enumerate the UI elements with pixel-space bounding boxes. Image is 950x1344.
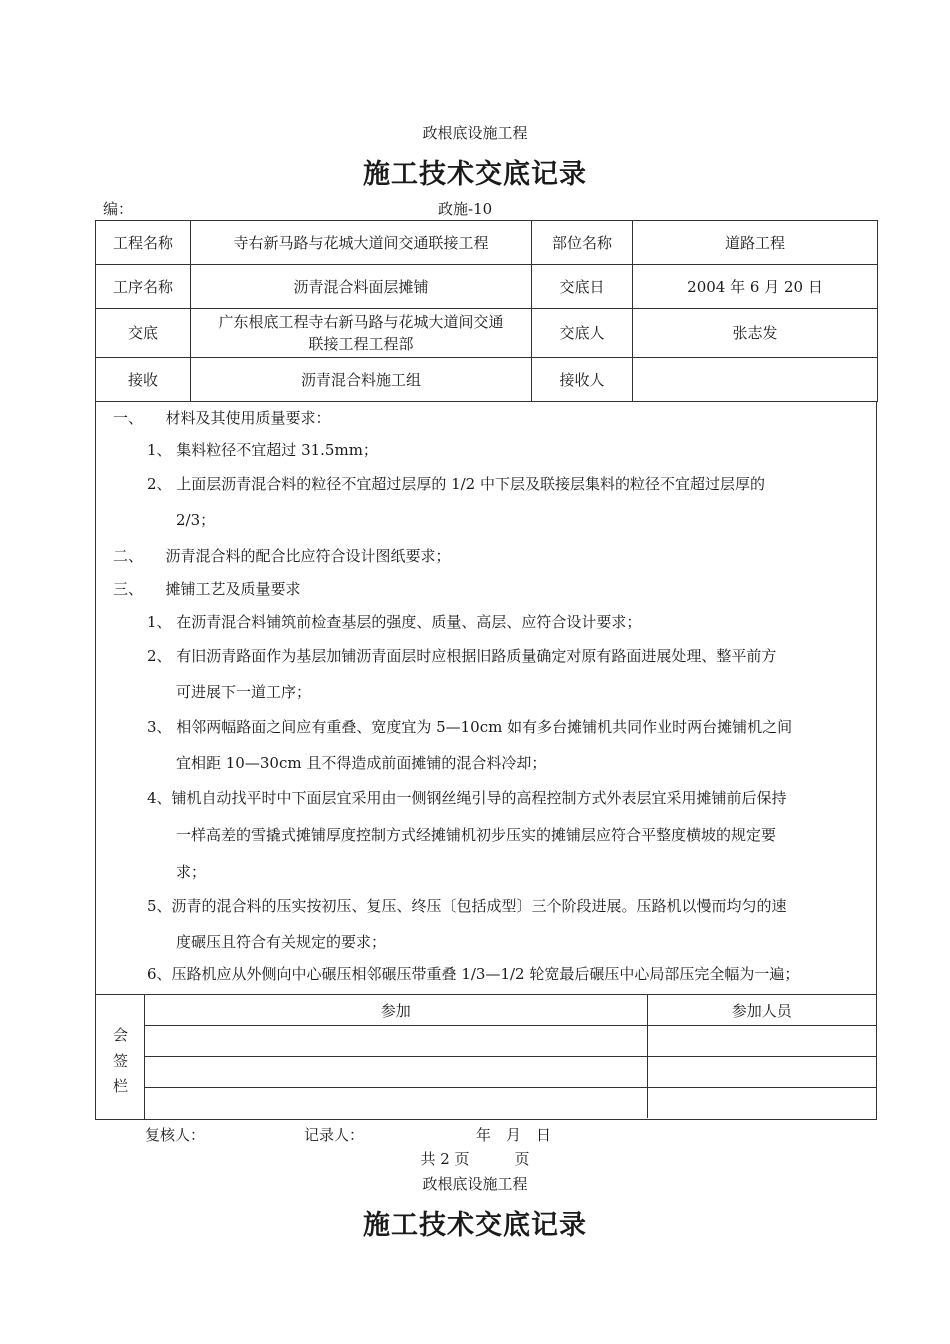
page-title-2: 施工技术交底记录 bbox=[363, 1210, 587, 1241]
reviewer-label: 复核人： bbox=[145, 1126, 206, 1144]
signature-cell[interactable] bbox=[647, 1026, 876, 1057]
signature-cell[interactable] bbox=[145, 1088, 647, 1119]
project-name-value: 寺右新马路与花城大道间交通联接工程 bbox=[191, 221, 532, 265]
code-label: 编： bbox=[103, 200, 134, 218]
handover-person-value: 张志发 bbox=[633, 309, 878, 358]
process-name-value: 沥青混合料面层摊铺 bbox=[191, 265, 532, 309]
project-name-label: 工程名称 bbox=[96, 221, 191, 265]
handover-date-value: 2004 年 6 月 20 日 bbox=[633, 265, 878, 309]
code-value: 政施-10 bbox=[438, 200, 493, 218]
section-name-value: 道路工程 bbox=[633, 221, 878, 265]
page-count: 共 2 页 页 bbox=[420, 1150, 530, 1168]
content-line: 1、 在沥青混合料铺筑前检查基层的强度、质量、高层、应符合设计要求； bbox=[147, 613, 642, 631]
content-line: 6、压路机应从外侧向中心碾压相邻碾压带重叠 1/3—1/2 轮宽最后碾压中心局部压完全幅为一遍； bbox=[147, 965, 800, 983]
handover-date-label: 交底日 bbox=[532, 265, 633, 309]
participant-unit-header: 参加 bbox=[145, 995, 647, 1026]
signature-block bbox=[95, 994, 877, 1120]
handover-person-label: 交底人 bbox=[532, 309, 633, 358]
receiver-person-label: 接收人 bbox=[532, 358, 633, 402]
org-name: 政根底设施工程 bbox=[422, 124, 528, 142]
content-line: 宜相距 10—30cm 且不得造成前面摊铺的混合料冷却； bbox=[176, 754, 547, 772]
table-row bbox=[96, 309, 878, 358]
table-row bbox=[145, 1088, 876, 1119]
content-line: 度碾压且符合有关规定的要求； bbox=[176, 933, 387, 951]
signature-cell[interactable] bbox=[145, 1026, 647, 1057]
content-line: 求； bbox=[176, 863, 207, 881]
org-name-2: 政根底设施工程 bbox=[422, 1175, 528, 1193]
info-table bbox=[95, 220, 878, 402]
content-line: 2/3； bbox=[176, 511, 216, 529]
signature-table bbox=[145, 995, 876, 1118]
content-line: 2、 有旧沥青路面作为基层加铺沥青面层时应根据旧路质量确定对原有路面进展处理、整平前方 bbox=[147, 647, 777, 665]
signature-side-label bbox=[96, 995, 145, 1119]
signature-cell[interactable] bbox=[647, 1057, 876, 1088]
page-title: 施工技术交底记录 bbox=[363, 159, 587, 190]
side-char: 签 bbox=[113, 1052, 129, 1070]
content-line: 一样高差的雪撬式摊铺厚度控制方式经摊铺机初步压实的摊铺层应符合平整度横坡的规定要 bbox=[176, 826, 777, 844]
content-line: 三、 摊铺工艺及质量要求 bbox=[113, 580, 301, 598]
handover-value-line2: 联接工程工程部 bbox=[308, 335, 414, 353]
table-row bbox=[96, 221, 878, 265]
receiver-person-value bbox=[633, 358, 878, 402]
content-body bbox=[95, 401, 877, 994]
handover-value-line1: 广东根底工程寺右新马路与花城大道间交通 bbox=[218, 313, 504, 331]
content-line: 二、 沥青混合料的配合比应符合设计图纸要求； bbox=[113, 547, 451, 565]
signature-cell[interactable] bbox=[647, 1088, 876, 1119]
side-char: 栏 bbox=[113, 1077, 129, 1095]
content-line: 1、 集料粒径不宜超过 31.5mm； bbox=[147, 441, 378, 459]
section-name-label: 部位名称 bbox=[532, 221, 633, 265]
handover-value bbox=[191, 309, 532, 358]
signature-cell[interactable] bbox=[145, 1057, 647, 1088]
table-row bbox=[96, 265, 878, 309]
table-row bbox=[96, 358, 878, 402]
participant-persons-header: 参加人员 bbox=[647, 995, 876, 1026]
table-row bbox=[145, 1026, 876, 1057]
receiver-value: 沥青混合料施工组 bbox=[191, 358, 532, 402]
content-line: 4、铺机自动找平时中下面层宜采用由一侧钢丝绳引导的高程控制方式外表层宜采用摊铺前后保持 bbox=[147, 789, 787, 807]
side-char: 会 bbox=[113, 1026, 129, 1044]
content-line: 一、 材料及其使用质量要求： bbox=[113, 409, 331, 427]
process-name-label: 工序名称 bbox=[96, 265, 191, 309]
content-line: 5、沥青的混合料的压实按初压、复压、终压〔包括成型〕三个阶段进展。压路机以慢而均匀的速 bbox=[147, 897, 787, 915]
content-line: 3、 相邻两幅路面之间应有重叠、宽度宜为 5—10cm 如有多台摊铺机共同作业时两台摊铺机之间 bbox=[147, 718, 793, 736]
table-row bbox=[145, 995, 876, 1026]
content-line: 2、 上面层沥青混合料的粒径不宜超过层厚的 1/2 中下层及联接层集料的粒径不宜超过层厚的 bbox=[147, 475, 765, 493]
content-line: 可进展下一道工序； bbox=[176, 683, 312, 701]
table-row bbox=[145, 1057, 876, 1088]
handover-label: 交底 bbox=[96, 309, 191, 358]
receiver-label: 接收 bbox=[96, 358, 191, 402]
date-label: 年 月 日 bbox=[476, 1126, 552, 1144]
recorder-label: 记录人： bbox=[304, 1126, 365, 1144]
